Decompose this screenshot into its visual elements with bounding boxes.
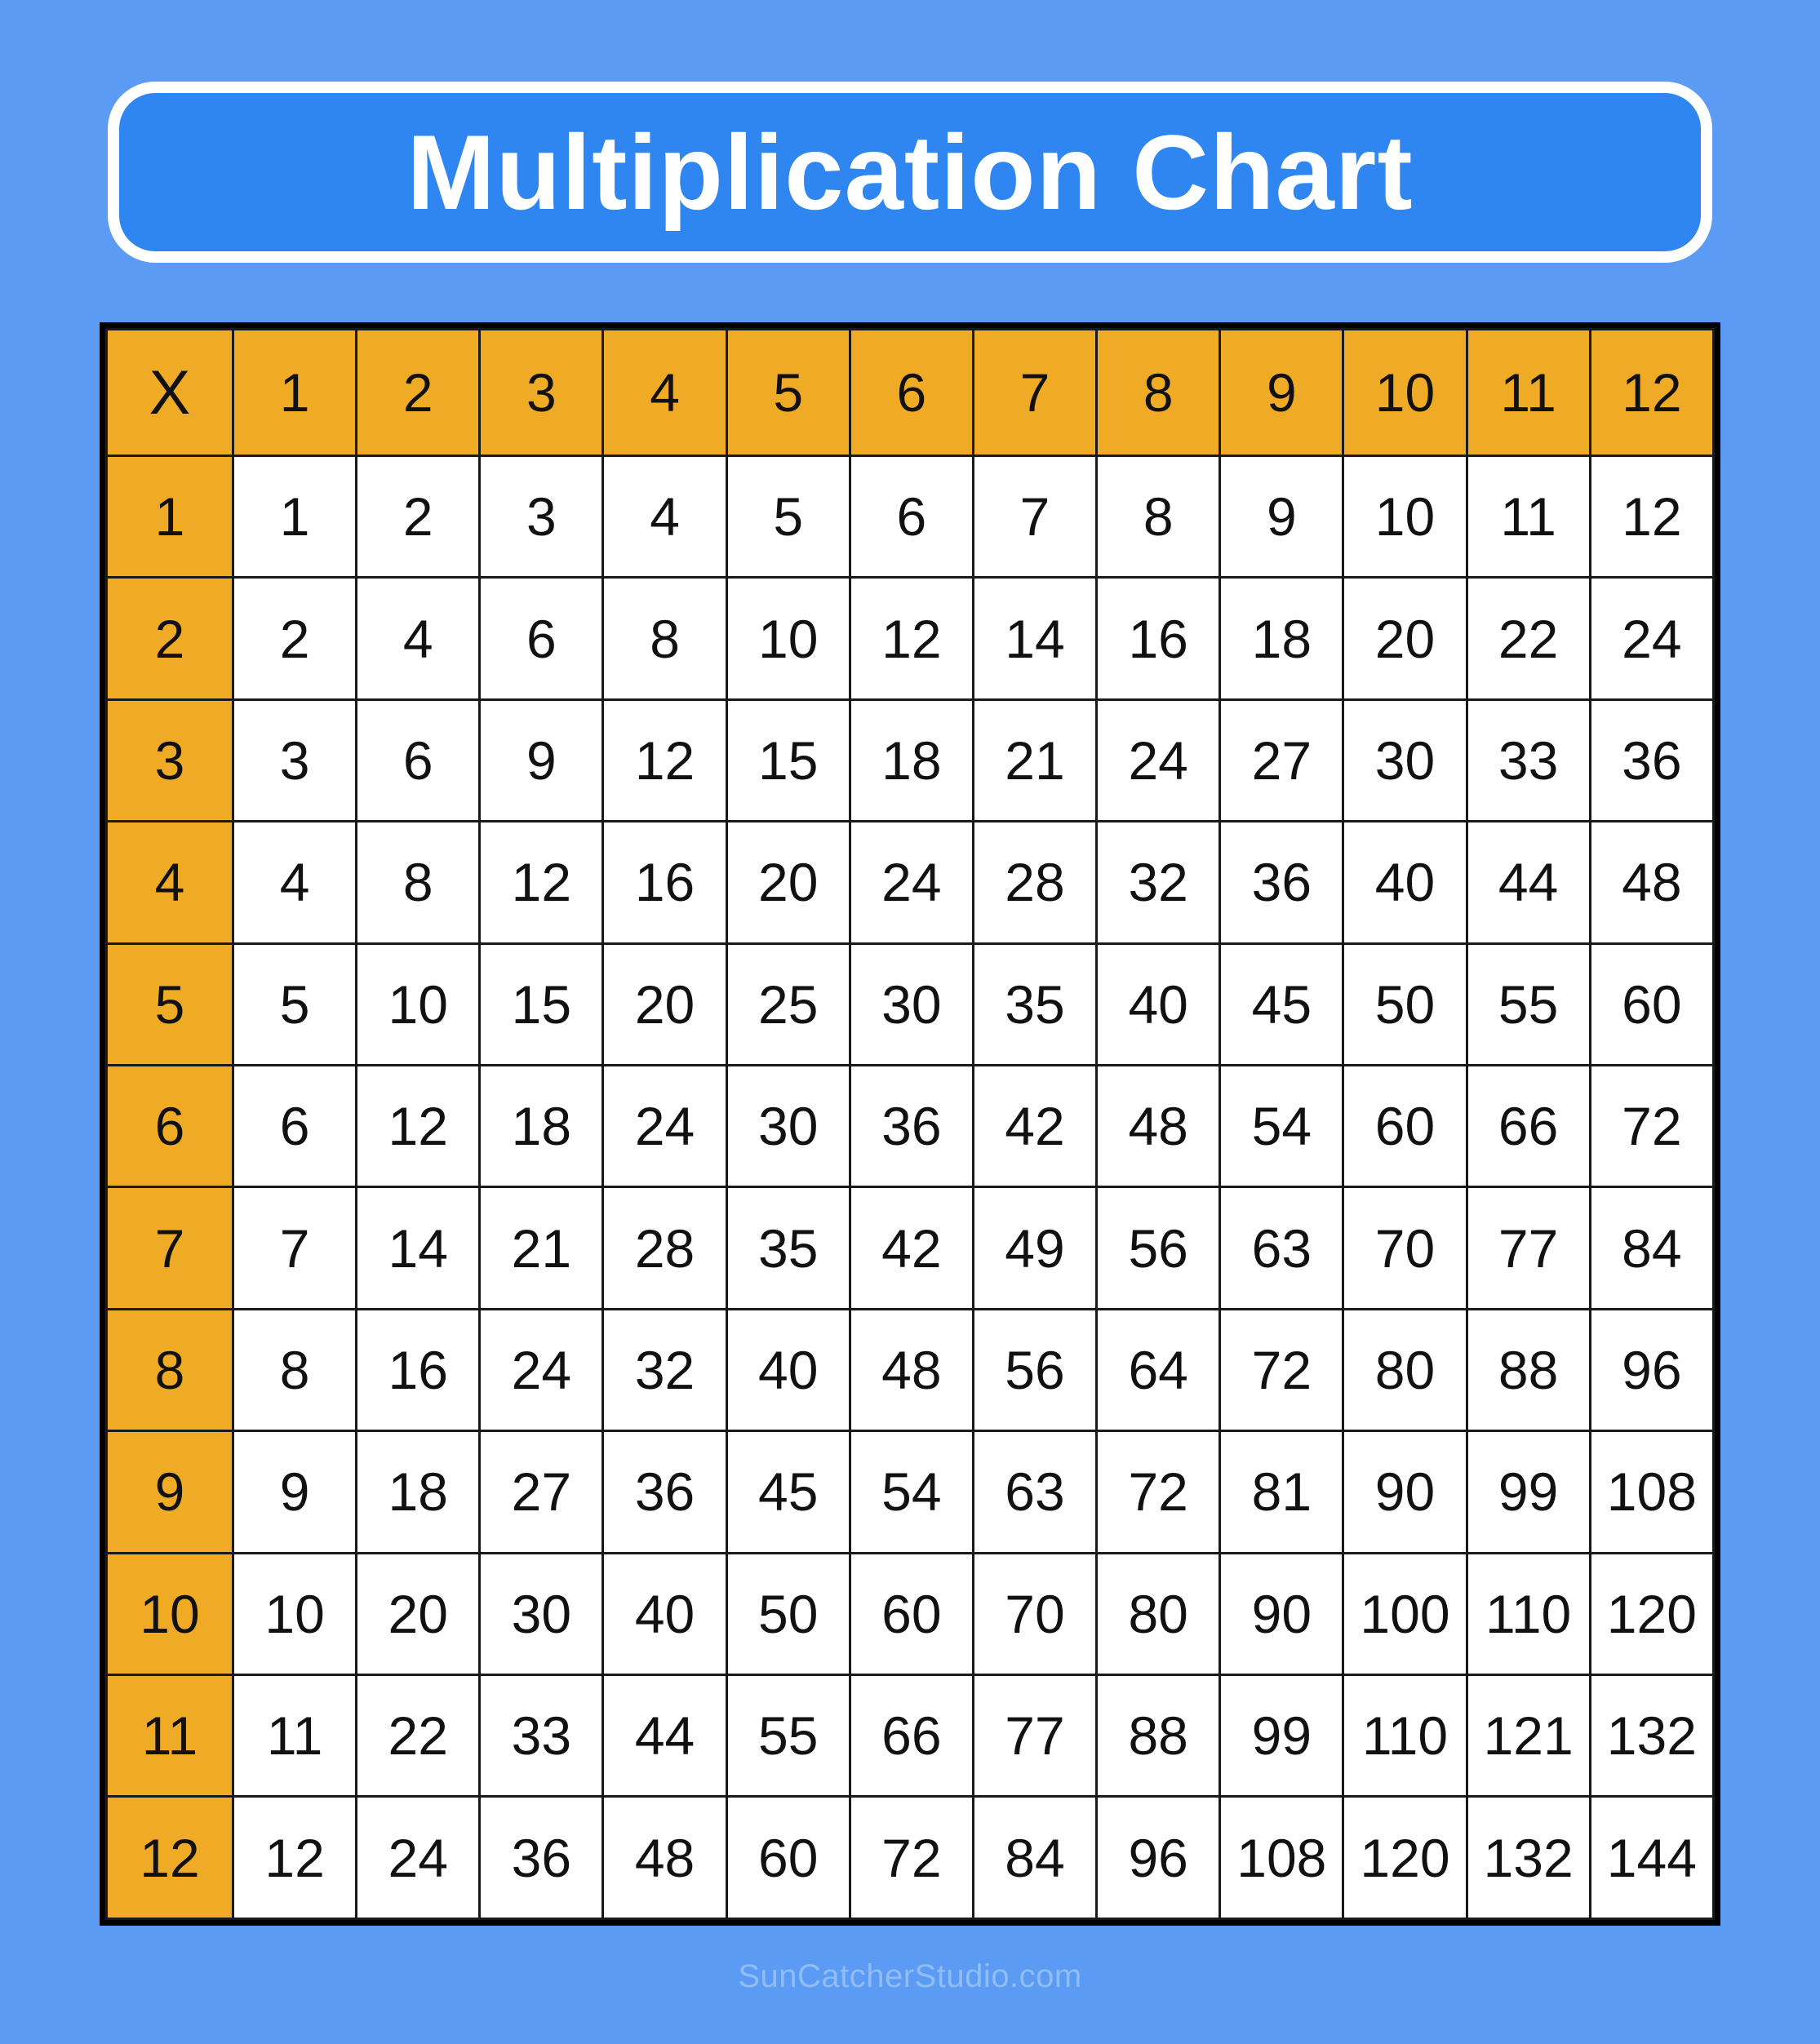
product-cell: 121: [1467, 1675, 1590, 1797]
product-cell: 60: [1343, 1066, 1467, 1187]
product-cell: 70: [973, 1553, 1096, 1674]
product-cell: 88: [1467, 1309, 1590, 1430]
product-cell: 3: [480, 456, 603, 578]
product-cell: 30: [480, 1553, 603, 1674]
product-cell: 36: [480, 1797, 603, 1919]
row-header: 5: [107, 943, 233, 1065]
product-cell: 14: [973, 578, 1096, 699]
product-cell: 63: [1220, 1187, 1343, 1309]
product-cell: 44: [603, 1675, 726, 1797]
product-cell: 72: [1220, 1309, 1343, 1430]
product-cell: 15: [726, 699, 850, 821]
product-cell: 80: [1343, 1309, 1467, 1430]
product-cell: 24: [480, 1309, 603, 1430]
product-cell: 84: [1590, 1187, 1713, 1309]
product-cell: 16: [357, 1309, 480, 1430]
product-cell: 55: [726, 1675, 850, 1797]
product-cell: 30: [726, 1066, 850, 1187]
product-cell: 96: [1590, 1309, 1713, 1430]
product-cell: 40: [1343, 822, 1467, 943]
product-cell: 80: [1097, 1553, 1220, 1674]
product-cell: 72: [1097, 1431, 1220, 1553]
table-row: [107, 1675, 1714, 1797]
product-cell: 35: [973, 943, 1096, 1065]
product-cell: 66: [1467, 1066, 1590, 1187]
product-cell: 12: [1590, 456, 1713, 578]
product-cell: 18: [850, 699, 973, 821]
row-header: 3: [107, 699, 233, 821]
product-cell: 48: [1097, 1066, 1220, 1187]
table-row: [107, 1187, 1714, 1309]
product-cell: 9: [480, 699, 603, 821]
product-cell: 22: [1467, 578, 1590, 699]
product-cell: 96: [1097, 1797, 1220, 1919]
product-cell: 28: [603, 1187, 726, 1309]
column-header: 1: [233, 330, 357, 456]
product-cell: 54: [1220, 1066, 1343, 1187]
product-cell: 21: [973, 699, 1096, 821]
product-cell: 42: [850, 1187, 973, 1309]
product-cell: 132: [1590, 1675, 1713, 1797]
product-cell: 48: [1590, 822, 1713, 943]
product-cell: 12: [850, 578, 973, 699]
product-cell: 6: [850, 456, 973, 578]
product-cell: 28: [973, 822, 1096, 943]
product-cell: 5: [726, 456, 850, 578]
product-cell: 36: [1590, 699, 1713, 821]
product-cell: 18: [357, 1431, 480, 1553]
product-cell: 12: [603, 699, 726, 821]
product-cell: 49: [973, 1187, 1096, 1309]
product-cell: 8: [357, 822, 480, 943]
product-cell: 10: [357, 943, 480, 1065]
row-header: 10: [107, 1553, 233, 1674]
product-cell: 24: [357, 1797, 480, 1919]
row-header: 8: [107, 1309, 233, 1430]
product-cell: 48: [603, 1797, 726, 1919]
product-cell: 6: [357, 699, 480, 821]
product-cell: 110: [1467, 1553, 1590, 1674]
table-row: [107, 1553, 1714, 1674]
product-cell: 40: [726, 1309, 850, 1430]
column-header: 5: [726, 330, 850, 456]
column-header: 7: [973, 330, 1096, 456]
table-corner-label: X: [107, 330, 233, 456]
product-cell: 44: [1467, 822, 1590, 943]
product-cell: 6: [233, 1066, 357, 1187]
row-header: 11: [107, 1675, 233, 1797]
product-cell: 24: [850, 822, 973, 943]
product-cell: 56: [973, 1309, 1096, 1430]
product-cell: 8: [233, 1309, 357, 1430]
product-cell: 36: [850, 1066, 973, 1187]
product-cell: 40: [603, 1553, 726, 1674]
product-cell: 50: [1343, 943, 1467, 1065]
product-cell: 20: [357, 1553, 480, 1674]
product-cell: 8: [1097, 456, 1220, 578]
product-cell: 5: [233, 943, 357, 1065]
product-cell: 108: [1220, 1797, 1343, 1919]
product-cell: 120: [1590, 1553, 1713, 1674]
product-cell: 66: [850, 1675, 973, 1797]
product-cell: 70: [1343, 1187, 1467, 1309]
product-cell: 25: [726, 943, 850, 1065]
product-cell: 16: [1097, 578, 1220, 699]
column-header: 2: [357, 330, 480, 456]
product-cell: 63: [973, 1431, 1096, 1553]
product-cell: 6: [480, 578, 603, 699]
product-cell: 3: [233, 699, 357, 821]
product-cell: 120: [1343, 1797, 1467, 1919]
table-row: [107, 456, 1714, 578]
product-cell: 90: [1343, 1431, 1467, 1553]
product-cell: 48: [850, 1309, 973, 1430]
column-header: 8: [1097, 330, 1220, 456]
row-header: 12: [107, 1797, 233, 1919]
title-banner: [108, 82, 1712, 263]
row-header: 7: [107, 1187, 233, 1309]
product-cell: 72: [850, 1797, 973, 1919]
product-cell: 36: [603, 1431, 726, 1553]
product-cell: 18: [480, 1066, 603, 1187]
product-cell: 24: [603, 1066, 726, 1187]
product-cell: 20: [603, 943, 726, 1065]
column-header: 11: [1467, 330, 1590, 456]
product-cell: 12: [480, 822, 603, 943]
product-cell: 2: [233, 578, 357, 699]
product-cell: 60: [726, 1797, 850, 1919]
product-cell: 20: [726, 822, 850, 943]
product-cell: 60: [1590, 943, 1713, 1065]
product-cell: 42: [973, 1066, 1096, 1187]
table-row: [107, 578, 1714, 699]
product-cell: 81: [1220, 1431, 1343, 1553]
product-cell: 33: [1467, 699, 1590, 821]
column-header: 6: [850, 330, 973, 456]
product-cell: 64: [1097, 1309, 1220, 1430]
product-cell: 132: [1467, 1797, 1590, 1919]
product-cell: 84: [973, 1797, 1096, 1919]
product-cell: 32: [603, 1309, 726, 1430]
product-cell: 9: [1220, 456, 1343, 578]
product-cell: 99: [1467, 1431, 1590, 1553]
row-header: 2: [107, 578, 233, 699]
footer-credit: SunCatcherStudio.com: [738, 1958, 1082, 1994]
product-cell: 72: [1590, 1066, 1713, 1187]
product-cell: 10: [233, 1553, 357, 1674]
product-cell: 30: [1343, 699, 1467, 821]
table-row: [107, 1431, 1714, 1553]
product-cell: 8: [603, 578, 726, 699]
product-cell: 30: [850, 943, 973, 1065]
column-header: 10: [1343, 330, 1467, 456]
product-cell: 100: [1343, 1553, 1467, 1674]
product-cell: 20: [1343, 578, 1467, 699]
table-row: [107, 699, 1714, 821]
product-cell: 55: [1467, 943, 1590, 1065]
product-cell: 33: [480, 1675, 603, 1797]
row-header: 9: [107, 1431, 233, 1553]
product-cell: 1: [233, 456, 357, 578]
product-cell: 35: [726, 1187, 850, 1309]
product-cell: 2: [357, 456, 480, 578]
row-header: 6: [107, 1066, 233, 1187]
product-cell: 50: [726, 1553, 850, 1674]
product-cell: 14: [357, 1187, 480, 1309]
column-header: 3: [480, 330, 603, 456]
product-cell: 11: [1467, 456, 1590, 578]
table-header-row: [107, 330, 1714, 456]
product-cell: 54: [850, 1431, 973, 1553]
table-row: [107, 1066, 1714, 1187]
product-cell: 60: [850, 1553, 973, 1674]
product-cell: 56: [1097, 1187, 1220, 1309]
column-header: 12: [1590, 330, 1713, 456]
table-row: [107, 943, 1714, 1065]
product-cell: 18: [1220, 578, 1343, 699]
product-cell: 88: [1097, 1675, 1220, 1797]
product-cell: 22: [357, 1675, 480, 1797]
product-cell: 7: [973, 456, 1096, 578]
product-cell: 12: [357, 1066, 480, 1187]
product-cell: 27: [480, 1431, 603, 1553]
product-cell: 11: [233, 1675, 357, 1797]
multiplication-table: [105, 328, 1715, 1920]
product-cell: 10: [726, 578, 850, 699]
product-cell: 4: [603, 456, 726, 578]
product-cell: 21: [480, 1187, 603, 1309]
table-row: [107, 1797, 1714, 1919]
product-cell: 16: [603, 822, 726, 943]
product-cell: 27: [1220, 699, 1343, 821]
product-cell: 24: [1097, 699, 1220, 821]
product-cell: 110: [1343, 1675, 1467, 1797]
product-cell: 144: [1590, 1797, 1713, 1919]
column-header: 4: [603, 330, 726, 456]
product-cell: 7: [233, 1187, 357, 1309]
product-cell: 10: [1343, 456, 1467, 578]
product-cell: 90: [1220, 1553, 1343, 1674]
product-cell: 77: [973, 1675, 1096, 1797]
product-cell: 24: [1590, 578, 1713, 699]
product-cell: 99: [1220, 1675, 1343, 1797]
product-cell: 40: [1097, 943, 1220, 1065]
product-cell: 32: [1097, 822, 1220, 943]
table-row: [107, 1309, 1714, 1430]
product-cell: 108: [1590, 1431, 1713, 1553]
table-row: [107, 822, 1714, 943]
page-title: Multiplication Chart: [406, 113, 1414, 232]
product-cell: 4: [233, 822, 357, 943]
product-cell: 77: [1467, 1187, 1590, 1309]
row-header: 1: [107, 456, 233, 578]
column-header: 9: [1220, 330, 1343, 456]
multiplication-table-container: [100, 322, 1720, 1926]
product-cell: 9: [233, 1431, 357, 1553]
product-cell: 36: [1220, 822, 1343, 943]
row-header: 4: [107, 822, 233, 943]
product-cell: 12: [233, 1797, 357, 1919]
product-cell: 45: [1220, 943, 1343, 1065]
product-cell: 15: [480, 943, 603, 1065]
product-cell: 45: [726, 1431, 850, 1553]
product-cell: 4: [357, 578, 480, 699]
